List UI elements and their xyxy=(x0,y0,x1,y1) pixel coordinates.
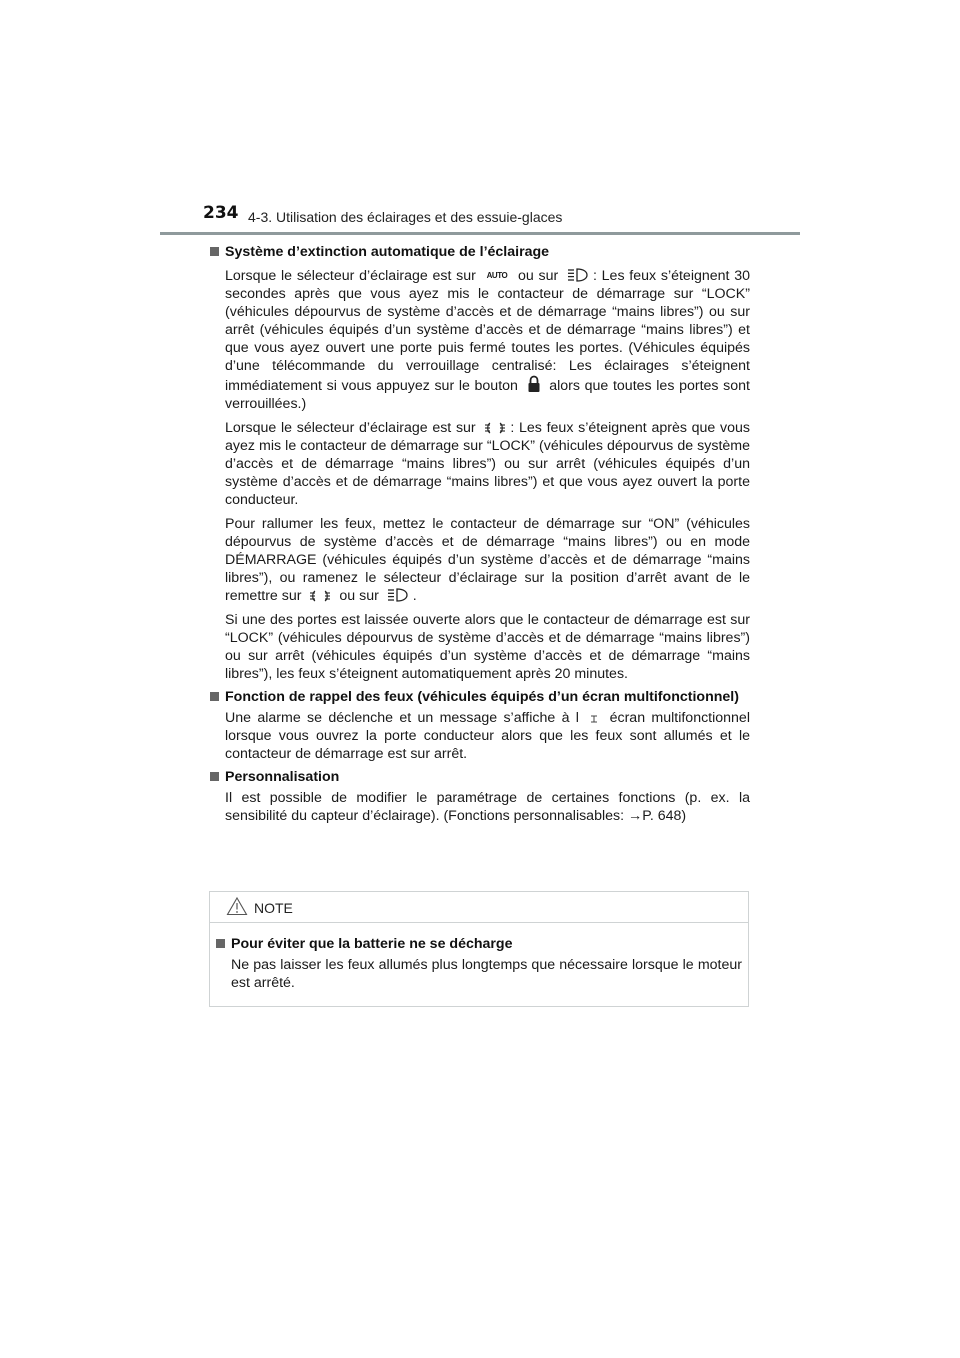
paragraph: Lorsque le sélecteur d’éclairage est sur : Les feux s’éteignent après que vous ayez mis le contacteur de démarrage sur “LOCK” (véhicules dépourvus de système d’accès et de démarrage “mains libres”) ou sur arrêt (véhicules équipés d’un système d’accès et de démarrage “mains libres”) et que vous ayez ouvert la porte conducteur. xyxy=(225,420,750,508)
header-divider xyxy=(160,232,800,235)
note-paragraph: Ne pas laisser les feux allumés plus longtemps que nécessaire lorsque le moteur est arrêté. xyxy=(231,957,742,991)
bullet-square-icon xyxy=(210,772,219,781)
section-heading-auto-off: Système d’extinction automatique de l’éclairage xyxy=(210,243,750,261)
main-content xyxy=(210,243,750,825)
bullet-square-icon xyxy=(210,247,219,256)
headlight-icon xyxy=(567,267,589,283)
section-heading-light-reminder: Fonction de rappel des feux (véhicules équipés d’un écran multifonctionnel) xyxy=(210,688,750,706)
paragraph: Si une des portes est laissée ouverte alors que le contacteur de démarrage est sur “LOCK” (véhicules dépourvus de système d’accès et de démarrage “mains libres”) ou sur arrêt (véhicules équipés d’un système d’accès et de démarrage “mains libres”), les feux s’éteignent automatiquement après 20 minutes. xyxy=(225,612,750,682)
paragraph: Pour rallumer les feux, mettez le contacteur de démarrage sur “ON” (véhicules dépourvus de système d’accès et de démarrage “mains libres”) ou en mode DÉMARRAGE (véhicules équipés d’un système d’accès et de démarrage “mains libres”), ou ramenez le sélecteur d’éclairage sur la position d’arrêt avant de le remettre sur ou sur . xyxy=(225,516,750,604)
page-number: 234 xyxy=(203,203,239,223)
lock-icon xyxy=(527,375,541,393)
note-header xyxy=(210,892,748,923)
note-box xyxy=(209,891,749,1007)
page-reference-link[interactable]: P. 648) xyxy=(642,808,687,824)
arrow-right-icon: → xyxy=(628,808,643,824)
section-header-title: 4-3. Utilisation des éclairages et des essuie-glaces xyxy=(248,209,563,225)
warning-triangle-icon xyxy=(226,896,248,916)
section-heading-customization: Personnalisation xyxy=(210,768,750,786)
headlight-icon xyxy=(387,587,409,603)
tail-light-icon xyxy=(484,421,506,435)
bullet-square-icon xyxy=(210,692,219,701)
paragraph: Il est possible de modifier le paramétrage de certaines fonctions (p. ex. la sensibilité du capteur d’éclairage). (Fonctions personnalisables: →P. 648) xyxy=(225,790,750,824)
apostrophe-glyph-icon xyxy=(589,713,599,725)
tail-light-icon xyxy=(309,589,331,603)
paragraph: Une alarme se déclenche et un message s’affiche à l écran multifonctionnel lorsque vous ouvrez la porte conducteur alors que les feux sont allumés et le contacteur de démarrage est sur arrêt. xyxy=(225,710,750,762)
auto-light-icon: AUTO xyxy=(486,271,508,280)
paragraph: Lorsque le sélecteur d’éclairage est sur AUTO ou sur : Les feux s’éteignent 30 secondes après que vous ayez mis le contacteur de démarrage sur “LOCK” (véhicules dépourvus de système d’accès et de démarrage “mains libres”) ou sur arrêt (véhicules équipés d’un système d’accès et de démarrage “mains libres”) et que vous ayez ouvert une porte puis fermé toutes les portes. (Véhicules équipés d’une télécommande du verrouillage centralisé: Les éclairages s’éteignent immédiatement si vous appuyez sur le bouton alors que toutes les portes sont verrouillées.) xyxy=(225,268,751,412)
note-heading: Pour éviter que la batterie ne se décharge xyxy=(216,935,742,953)
note-label: NOTE xyxy=(254,900,293,916)
note-body xyxy=(210,923,748,992)
bullet-square-icon xyxy=(216,939,225,948)
